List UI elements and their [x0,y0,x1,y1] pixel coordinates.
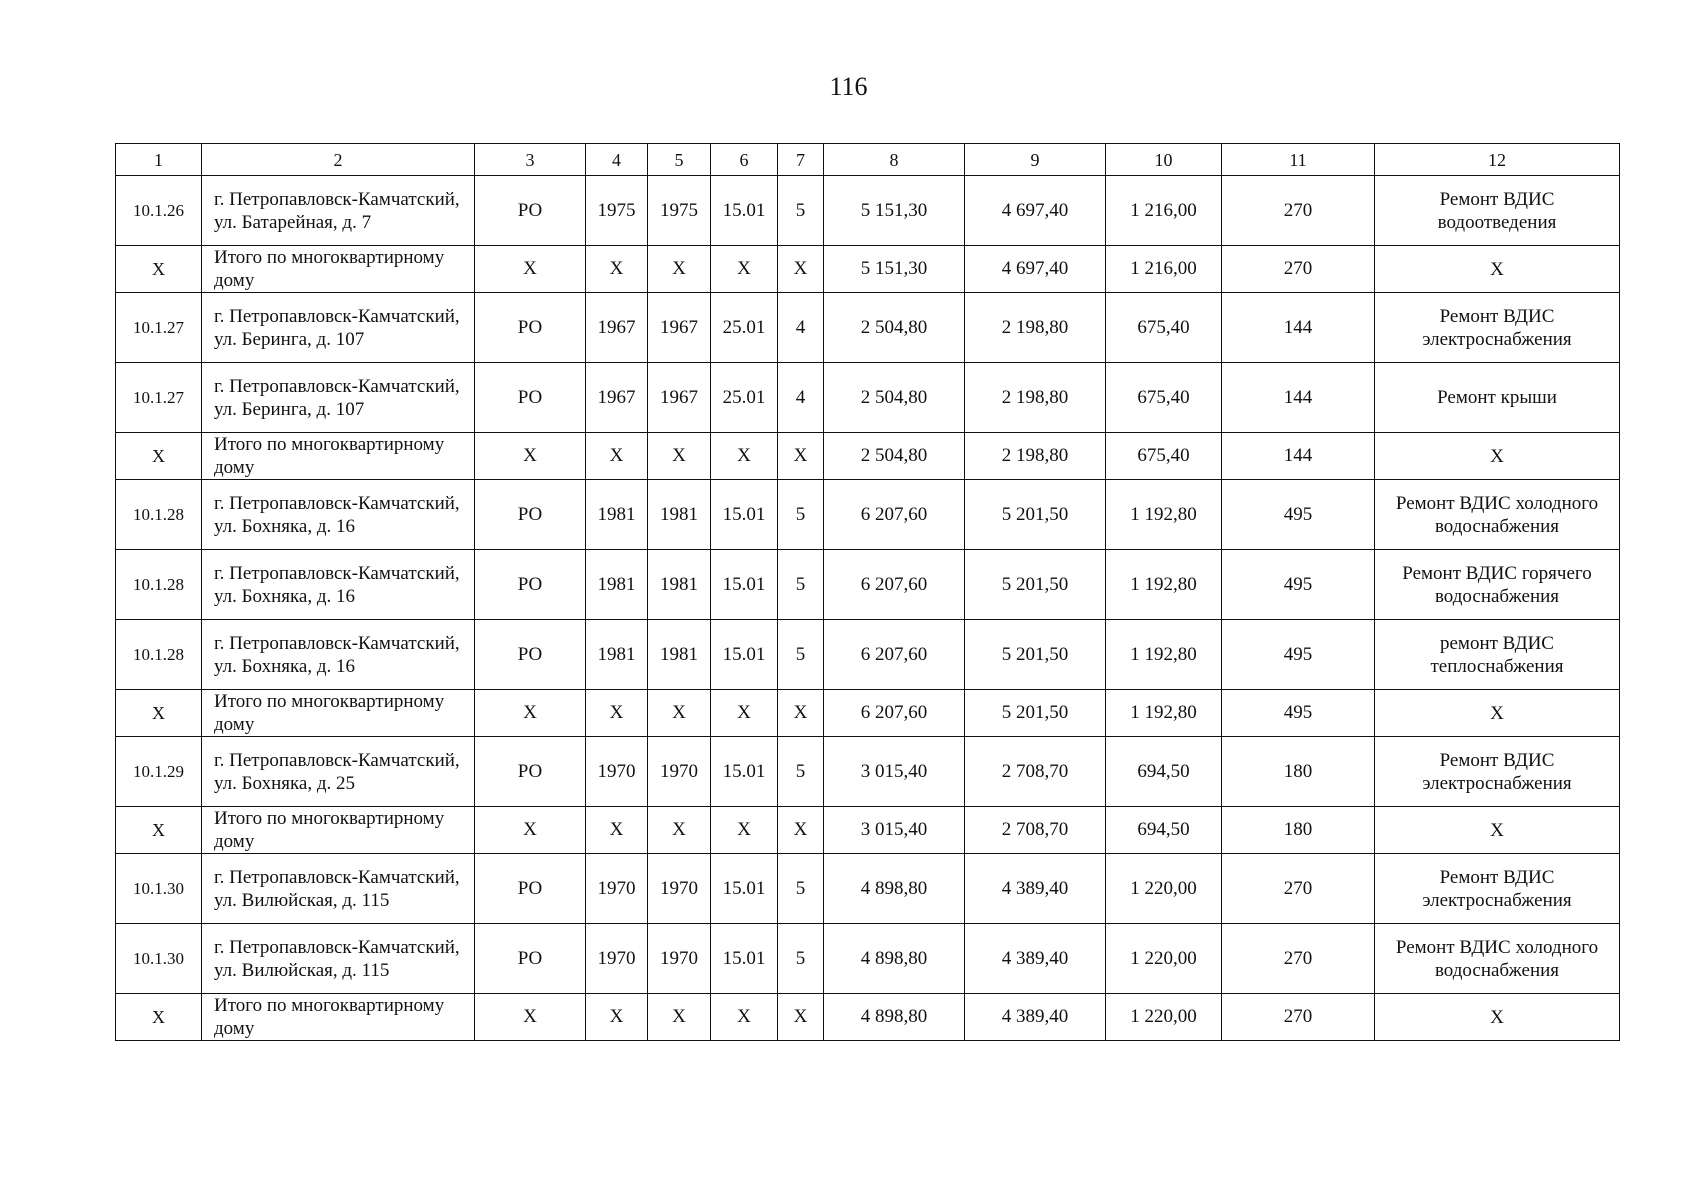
cell-owner-type: РО [475,620,586,690]
table-row [116,550,1620,620]
cell-item-number: 10.1.27 [116,293,202,363]
cell-owner-type: РО [475,737,586,807]
cell-floors: X [778,807,824,854]
cell-repair-work: X [1375,690,1620,737]
cell-floors: 5 [778,924,824,994]
cell-nonliving-area: 1 220,00 [1106,854,1222,924]
cell-owner-type: X [475,246,586,293]
cell-build-year: X [586,433,648,480]
cell-build-year: X [586,807,648,854]
cell-repair-work: X [1375,994,1620,1041]
cell-item-number: X [116,994,202,1041]
column-header: 3 [475,144,586,176]
cell-commission-year: 1970 [648,924,711,994]
cell-commission-year: X [648,994,711,1041]
cell-code: 15.01 [711,550,778,620]
cell-address: г. Петропавловск-Камчатский, ул. Вилюйская, д. 115 [202,924,475,994]
cell-item-number: X [116,690,202,737]
cell-address: г. Петропавловск-Камчатский, ул. Бохняка, д. 16 [202,480,475,550]
cell-total-area: 4 898,80 [824,994,965,1041]
cell-owner-type: X [475,433,586,480]
cell-living-area: 4 389,40 [965,994,1106,1041]
cell-total-area: 6 207,60 [824,690,965,737]
cell-code: 15.01 [711,854,778,924]
cell-commission-year: X [648,807,711,854]
cell-total-area: 4 898,80 [824,924,965,994]
cell-living-area: 4 389,40 [965,924,1106,994]
cell-residents: 270 [1222,854,1375,924]
cell-living-area: 4 697,40 [965,176,1106,246]
cell-residents: 270 [1222,176,1375,246]
cell-address: г. Петропавловск-Камчатский, ул. Вилюйская, д. 115 [202,854,475,924]
table-row [116,176,1620,246]
cell-owner-type: РО [475,293,586,363]
cell-total-area: 2 504,80 [824,433,965,480]
cell-build-year: X [586,690,648,737]
cell-nonliving-area: 1 220,00 [1106,924,1222,994]
cell-total-area: 6 207,60 [824,550,965,620]
cell-repair-work: X [1375,246,1620,293]
cell-owner-type: X [475,994,586,1041]
cell-nonliving-area: 1 216,00 [1106,176,1222,246]
header-row [116,144,1620,176]
cell-residents: 144 [1222,363,1375,433]
table-body [116,176,1620,1041]
cell-nonliving-area: 675,40 [1106,433,1222,480]
cell-floors: 4 [778,363,824,433]
cell-commission-year: 1981 [648,620,711,690]
table-row [116,924,1620,994]
cell-total-area: 2 504,80 [824,293,965,363]
table-row [116,737,1620,807]
cell-build-year: X [586,246,648,293]
cell-repair-work: X [1375,807,1620,854]
cell-commission-year: 1981 [648,480,711,550]
cell-owner-type: РО [475,854,586,924]
column-header: 12 [1375,144,1620,176]
cell-build-year: 1970 [586,737,648,807]
cell-floors: X [778,246,824,293]
cell-repair-work: Ремонт ВДИС горячего водоснабжения [1375,550,1620,620]
cell-owner-type: X [475,690,586,737]
cell-repair-work: Ремонт ВДИС холодного водоснабжения [1375,480,1620,550]
repair-registry-table [115,143,1620,1041]
cell-commission-year: 1970 [648,737,711,807]
cell-living-area: 4 697,40 [965,246,1106,293]
cell-commission-year: 1967 [648,293,711,363]
cell-total-area: 3 015,40 [824,737,965,807]
total-row [116,807,1620,854]
cell-repair-work: Ремонт ВДИС электроснабжения [1375,737,1620,807]
column-header: 5 [648,144,711,176]
cell-address: Итого по многоквартирному дому [202,994,475,1041]
cell-commission-year: X [648,246,711,293]
cell-code: 15.01 [711,480,778,550]
cell-item-number: 10.1.30 [116,854,202,924]
cell-build-year: X [586,994,648,1041]
cell-total-area: 6 207,60 [824,620,965,690]
cell-total-area: 6 207,60 [824,480,965,550]
cell-item-number: 10.1.28 [116,550,202,620]
cell-repair-work: X [1375,433,1620,480]
cell-floors: 5 [778,620,824,690]
cell-commission-year: X [648,433,711,480]
cell-address: Итого по многоквартирному дому [202,246,475,293]
cell-living-area: 5 201,50 [965,480,1106,550]
cell-item-number: 10.1.29 [116,737,202,807]
cell-item-number: X [116,807,202,854]
total-row [116,433,1620,480]
cell-residents: 495 [1222,550,1375,620]
total-row [116,246,1620,293]
cell-code: X [711,433,778,480]
column-header: 7 [778,144,824,176]
cell-code: X [711,994,778,1041]
cell-address: Итого по многоквартирному дому [202,807,475,854]
cell-owner-type: X [475,807,586,854]
cell-living-area: 4 389,40 [965,854,1106,924]
cell-build-year: 1970 [586,854,648,924]
cell-nonliving-area: 1 192,80 [1106,690,1222,737]
cell-nonliving-area: 1 220,00 [1106,994,1222,1041]
cell-code: X [711,690,778,737]
table-row [116,293,1620,363]
cell-nonliving-area: 1 192,80 [1106,480,1222,550]
cell-repair-work: Ремонт ВДИС электроснабжения [1375,854,1620,924]
cell-total-area: 3 015,40 [824,807,965,854]
cell-residents: 180 [1222,737,1375,807]
cell-residents: 270 [1222,924,1375,994]
cell-floors: 5 [778,176,824,246]
cell-floors: X [778,433,824,480]
cell-address: г. Петропавловск-Камчатский, ул. Бохняка, д. 16 [202,620,475,690]
cell-total-area: 5 151,30 [824,176,965,246]
column-header: 4 [586,144,648,176]
cell-living-area: 2 198,80 [965,363,1106,433]
cell-owner-type: РО [475,176,586,246]
cell-address: Итого по многоквартирному дому [202,690,475,737]
cell-address: г. Петропавловск-Камчатский, ул. Беринга, д. 107 [202,363,475,433]
cell-item-number: X [116,246,202,293]
cell-item-number: X [116,433,202,480]
cell-build-year: 1967 [586,363,648,433]
cell-build-year: 1967 [586,293,648,363]
cell-item-number: 10.1.30 [116,924,202,994]
cell-nonliving-area: 1 192,80 [1106,620,1222,690]
cell-repair-work: Ремонт крыши [1375,363,1620,433]
cell-living-area: 5 201,50 [965,550,1106,620]
cell-address: г. Петропавловск-Камчатский, ул. Бохняка, д. 25 [202,737,475,807]
cell-residents: 495 [1222,690,1375,737]
cell-commission-year: X [648,690,711,737]
column-header: 8 [824,144,965,176]
cell-nonliving-area: 1 192,80 [1106,550,1222,620]
cell-item-number: 10.1.28 [116,480,202,550]
cell-nonliving-area: 675,40 [1106,363,1222,433]
cell-floors: 5 [778,854,824,924]
cell-repair-work: Ремонт ВДИС водоотведения [1375,176,1620,246]
cell-code: 25.01 [711,363,778,433]
cell-nonliving-area: 1 216,00 [1106,246,1222,293]
cell-address: Итого по многоквартирному дому [202,433,475,480]
cell-floors: 5 [778,550,824,620]
cell-residents: 270 [1222,994,1375,1041]
cell-residents: 495 [1222,620,1375,690]
cell-owner-type: РО [475,550,586,620]
cell-owner-type: РО [475,924,586,994]
cell-nonliving-area: 694,50 [1106,737,1222,807]
cell-floors: 4 [778,293,824,363]
cell-floors: 5 [778,737,824,807]
cell-code: X [711,807,778,854]
cell-living-area: 2 198,80 [965,433,1106,480]
cell-residents: 495 [1222,480,1375,550]
cell-repair-work: ремонт ВДИС теплоснабжения [1375,620,1620,690]
cell-residents: 180 [1222,807,1375,854]
cell-residents: 270 [1222,246,1375,293]
cell-living-area: 5 201,50 [965,620,1106,690]
cell-commission-year: 1970 [648,854,711,924]
table-row [116,363,1620,433]
cell-floors: X [778,994,824,1041]
cell-floors: X [778,690,824,737]
cell-code: 15.01 [711,620,778,690]
cell-code: 15.01 [711,924,778,994]
cell-living-area: 2 198,80 [965,293,1106,363]
cell-address: г. Петропавловск-Камчатский, ул. Батарейная, д. 7 [202,176,475,246]
cell-owner-type: РО [475,363,586,433]
total-row [116,994,1620,1041]
cell-build-year: 1981 [586,620,648,690]
cell-total-area: 5 151,30 [824,246,965,293]
cell-total-area: 2 504,80 [824,363,965,433]
cell-nonliving-area: 694,50 [1106,807,1222,854]
cell-residents: 144 [1222,433,1375,480]
cell-build-year: 1981 [586,550,648,620]
column-header: 6 [711,144,778,176]
cell-address: г. Петропавловск-Камчатский, ул. Бохняка, д. 16 [202,550,475,620]
cell-floors: 5 [778,480,824,550]
cell-build-year: 1970 [586,924,648,994]
cell-living-area: 2 708,70 [965,807,1106,854]
column-header: 9 [965,144,1106,176]
cell-living-area: 2 708,70 [965,737,1106,807]
cell-nonliving-area: 675,40 [1106,293,1222,363]
cell-repair-work: Ремонт ВДИС холодного водоснабжения [1375,924,1620,994]
cell-code: X [711,246,778,293]
cell-commission-year: 1981 [648,550,711,620]
cell-commission-year: 1967 [648,363,711,433]
table-row [116,480,1620,550]
cell-item-number: 10.1.26 [116,176,202,246]
cell-code: 15.01 [711,176,778,246]
cell-item-number: 10.1.28 [116,620,202,690]
cell-build-year: 1975 [586,176,648,246]
cell-code: 25.01 [711,293,778,363]
table-row [116,620,1620,690]
cell-owner-type: РО [475,480,586,550]
table-row [116,854,1620,924]
column-header: 1 [116,144,202,176]
cell-living-area: 5 201,50 [965,690,1106,737]
page-number: 116 [829,72,868,101]
column-header: 2 [202,144,475,176]
cell-commission-year: 1975 [648,176,711,246]
cell-item-number: 10.1.27 [116,363,202,433]
column-header: 10 [1106,144,1222,176]
cell-residents: 144 [1222,293,1375,363]
cell-repair-work: Ремонт ВДИС электроснабжения [1375,293,1620,363]
column-header: 11 [1222,144,1375,176]
cell-address: г. Петропавловск-Камчатский, ул. Беринга, д. 107 [202,293,475,363]
cell-code: 15.01 [711,737,778,807]
cell-total-area: 4 898,80 [824,854,965,924]
total-row [116,690,1620,737]
cell-build-year: 1981 [586,480,648,550]
